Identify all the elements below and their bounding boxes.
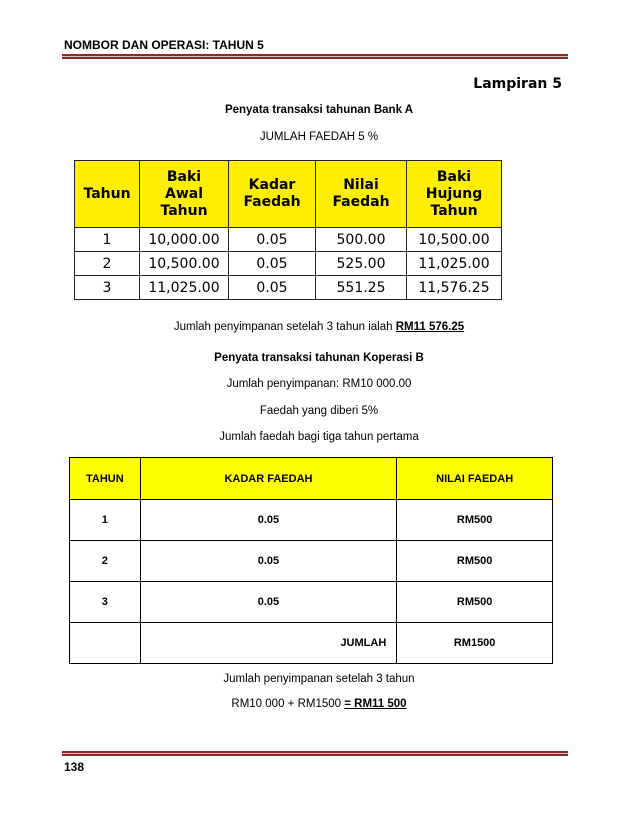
table-header-row (70, 458, 553, 500)
calculation-text: RM10 000 + RM1500 (231, 698, 345, 710)
calculation-line (0, 698, 638, 710)
total-value: RM1500 (397, 623, 553, 664)
summary-value: RM11 576.25 (395, 321, 465, 333)
table-row (70, 500, 553, 541)
table-cell: 1 (70, 500, 141, 541)
section-b-line1: Jumlah penyimpanan: RM10 000.00 (226, 378, 412, 390)
table-row (70, 582, 553, 623)
table-cell: 10,000.00 (140, 228, 229, 252)
section-b-line2: Faedah yang diberi 5% (259, 405, 379, 417)
section-b-line3: Jumlah faedah bagi tiga tahun pertama (219, 431, 419, 443)
header-cell: TAHUN (70, 458, 141, 500)
section-a-summary (0, 321, 638, 333)
table-cell: 2 (70, 541, 141, 582)
header-cell: Tahun (75, 161, 140, 228)
header-cell: NILAI FAEDAH (397, 458, 553, 500)
table-cell: 500.00 (316, 228, 407, 252)
table-row (75, 252, 502, 276)
header-cell: KADAR FAEDAH (140, 458, 397, 500)
table-cell: 0.05 (229, 276, 316, 300)
header-cell: Nilai Faedah (316, 161, 407, 228)
table-row (75, 276, 502, 300)
calculation-result: = RM11 500 (344, 698, 407, 710)
appendix-label: Lampiran 5 (473, 76, 562, 92)
table-cell: 3 (75, 276, 140, 300)
table-cell: 525.00 (316, 252, 407, 276)
section-b-title: Penyata transaksi tahunan Koperasi B (214, 352, 424, 364)
table-cell (70, 623, 141, 664)
header-cell: Kadar Faedah (229, 161, 316, 228)
table-cell: 0.05 (229, 228, 316, 252)
table-cell: 0.05 (229, 252, 316, 276)
table-total-row (70, 623, 553, 664)
table-cell: 1 (75, 228, 140, 252)
table-cell: RM500 (397, 541, 553, 582)
koperasi-b-table (69, 457, 553, 664)
header-title: NOMBOR DAN OPERASI: TAHUN 5 (64, 38, 264, 52)
header-divider (62, 54, 568, 59)
table-cell: RM500 (397, 582, 553, 623)
table-cell: 0.05 (140, 582, 397, 623)
table-cell: 0.05 (140, 541, 397, 582)
summary-text: Jumlah penyimpanan setelah 3 tahun ialah (173, 321, 396, 333)
closing-line: Jumlah penyimpanan setelah 3 tahun (223, 673, 415, 685)
table-cell: 551.25 (316, 276, 407, 300)
page-number: 138 (64, 760, 85, 774)
table-cell: 0.05 (140, 500, 397, 541)
table-row (75, 228, 502, 252)
section-a-title: Penyata transaksi tahunan Bank A (224, 104, 414, 116)
bank-a-table (74, 160, 502, 300)
header-cell: Baki Awal Tahun (140, 161, 229, 228)
table-cell: 2 (75, 252, 140, 276)
table-cell: RM500 (397, 500, 553, 541)
table-header-row (75, 161, 502, 228)
section-a-subtitle: JUMLAH FAEDAH 5 % (259, 131, 379, 143)
footer-divider (62, 751, 568, 756)
table-cell: 11,576.25 (407, 276, 502, 300)
table-cell: 10,500.00 (140, 252, 229, 276)
table-cell: 11,025.00 (140, 276, 229, 300)
total-label: JUMLAH (140, 623, 397, 664)
header-cell: Baki Hujung Tahun (407, 161, 502, 228)
table-cell: 11,025.00 (407, 252, 502, 276)
table-cell: 10,500.00 (407, 228, 502, 252)
table-row (70, 541, 553, 582)
table-cell: 3 (70, 582, 141, 623)
